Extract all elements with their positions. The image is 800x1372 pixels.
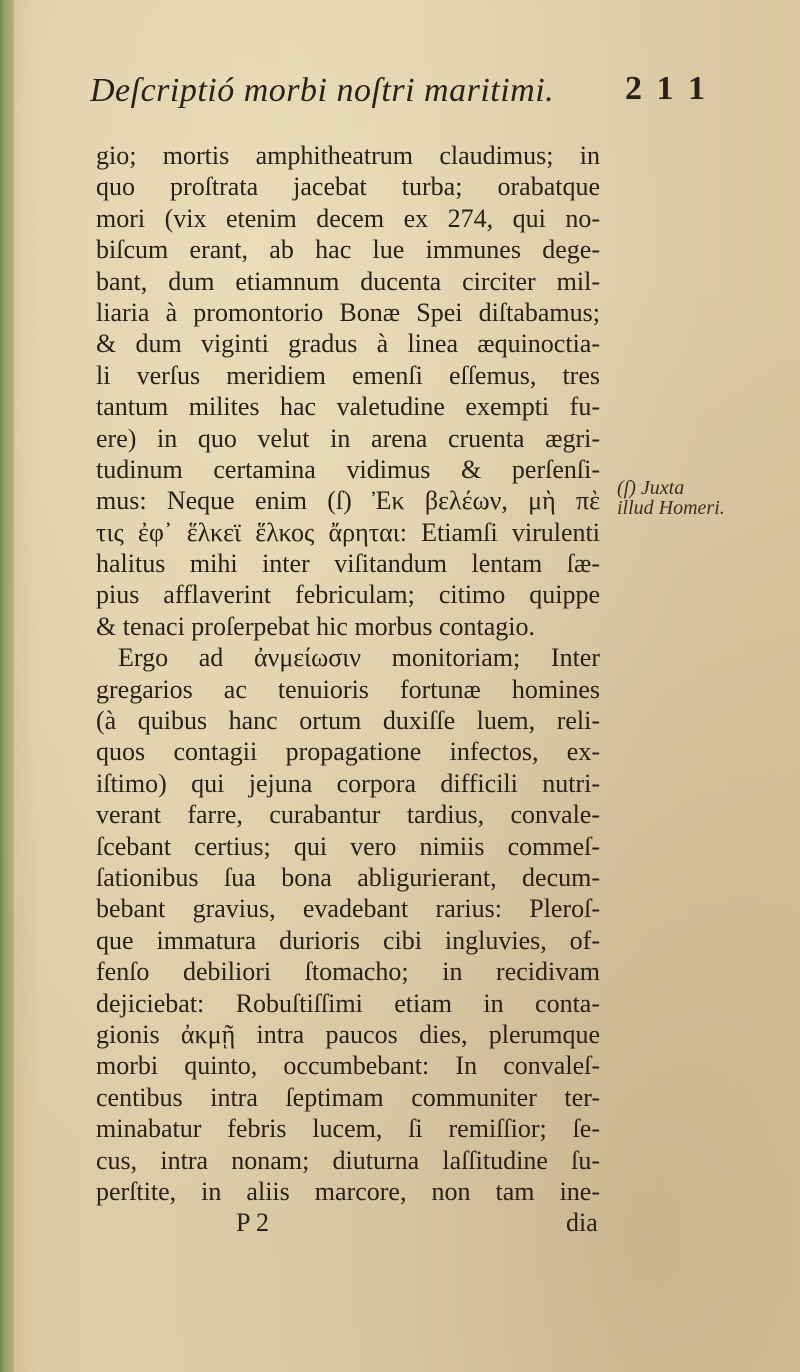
- text-line: centibus intra ſeptimam communiter ter-: [96, 1082, 600, 1112]
- text-line: morbi quinto, occumbebant: In convaleſ-: [96, 1051, 600, 1081]
- text-line: tudinum certamina vidimus & perſenſi-: [96, 454, 600, 484]
- text-line: dejiciebat: Robuſtiſſimi etiam in conta-: [96, 988, 600, 1018]
- text-line: perſtite, in aliis marcore, non tam ine-: [96, 1176, 600, 1206]
- margin-note-line: illud Homeri.: [617, 497, 725, 519]
- text-line: gregarios ac tenuioris fortunæ homines: [96, 674, 600, 704]
- text-line: (à quibus hanc ortum duxiſſe luem, reli-: [96, 706, 600, 736]
- text-line: τις ἐφ᾽ ἕλκεϊ ἕλκος ἄρηται: Etiamſi virulenti: [96, 517, 600, 547]
- text-line: bebant gravius, evadebant rarius: Pleroſ-: [96, 894, 600, 924]
- text-line: cus, intra nonam; diuturna laſſitudine ſu-: [96, 1145, 600, 1175]
- binding-edge: [0, 0, 14, 1372]
- text-line: fenſo debiliori ſtomacho; in recidivam: [96, 957, 600, 987]
- text-line: bant, dum etiamnum ducenta circiter mil-: [96, 266, 600, 296]
- text-line: ſcebant certius; qui vero nimiis commeſ-: [96, 831, 600, 861]
- text-line: verant farre, curabantur tardius, convale-: [96, 800, 600, 830]
- text-line: halitus mihi inter viſitandum lentam ſæ-: [96, 549, 600, 579]
- text-line: mus: Neque enim (ſ) Ἐκ βελέων, μὴ πὲ: [96, 486, 600, 516]
- signature-mark: P 2: [236, 1208, 269, 1238]
- text-line: pius afflaverint febriculam; citimo quippe: [96, 580, 600, 610]
- page-number: 2 1 1: [625, 70, 708, 107]
- text-line: biſcum erant, ab hac lue immunes dege-: [96, 235, 600, 265]
- paragraph-first-line: Ergo ad ἀνμείωσιν monitoriam; Inter: [118, 643, 600, 673]
- text-line: & tenaci proſerpebat hic morbus contagio.: [96, 611, 535, 641]
- margin-note-line: (ſ) Juxta: [617, 477, 685, 499]
- text-line: iſtimo) qui jejuna corpora difficili nutri-: [96, 768, 600, 798]
- text-line: ſationibus ſua bona abligurierant, decum-: [96, 862, 600, 892]
- text-line: minabatur febris lucem, ſi remiſſior; ſe-: [96, 1114, 600, 1144]
- text-line: mori (vix etenim decem ex 274, qui no-: [96, 203, 600, 233]
- text-line: quo proſtrata jacebat turba; orabatque: [96, 172, 600, 202]
- text-line: & dum viginti gradus à linea æquinoctia-: [96, 329, 600, 359]
- running-head: Deſcriptió morbi noſtri maritimi.: [90, 72, 555, 109]
- text-line: que immatura durioris cibi ingluvies, of-: [96, 925, 600, 955]
- text-line: quos contagii propagatione infectos, ex-: [96, 737, 600, 767]
- text-line: liaria à promontorio Bonæ Spei diſtabamus;: [96, 297, 600, 327]
- margin-note: [617, 478, 725, 518]
- text-line: li verſus meridiem emenſi eſſemus, tres: [96, 360, 600, 390]
- text-line: gio; mortis amphitheatrum claudimus; in: [96, 141, 600, 170]
- signature-line: [96, 1207, 600, 1238]
- text-line: gionis ἀκμῇ intra paucos dies, plerumque: [96, 1019, 600, 1049]
- body-text: [96, 140, 600, 1239]
- catchword: dia: [566, 1208, 598, 1238]
- text-line: tantum milites hac valetudine exempti fu-: [96, 392, 600, 422]
- text-line: ere) in quo velut in arena cruenta ægri-: [96, 423, 600, 453]
